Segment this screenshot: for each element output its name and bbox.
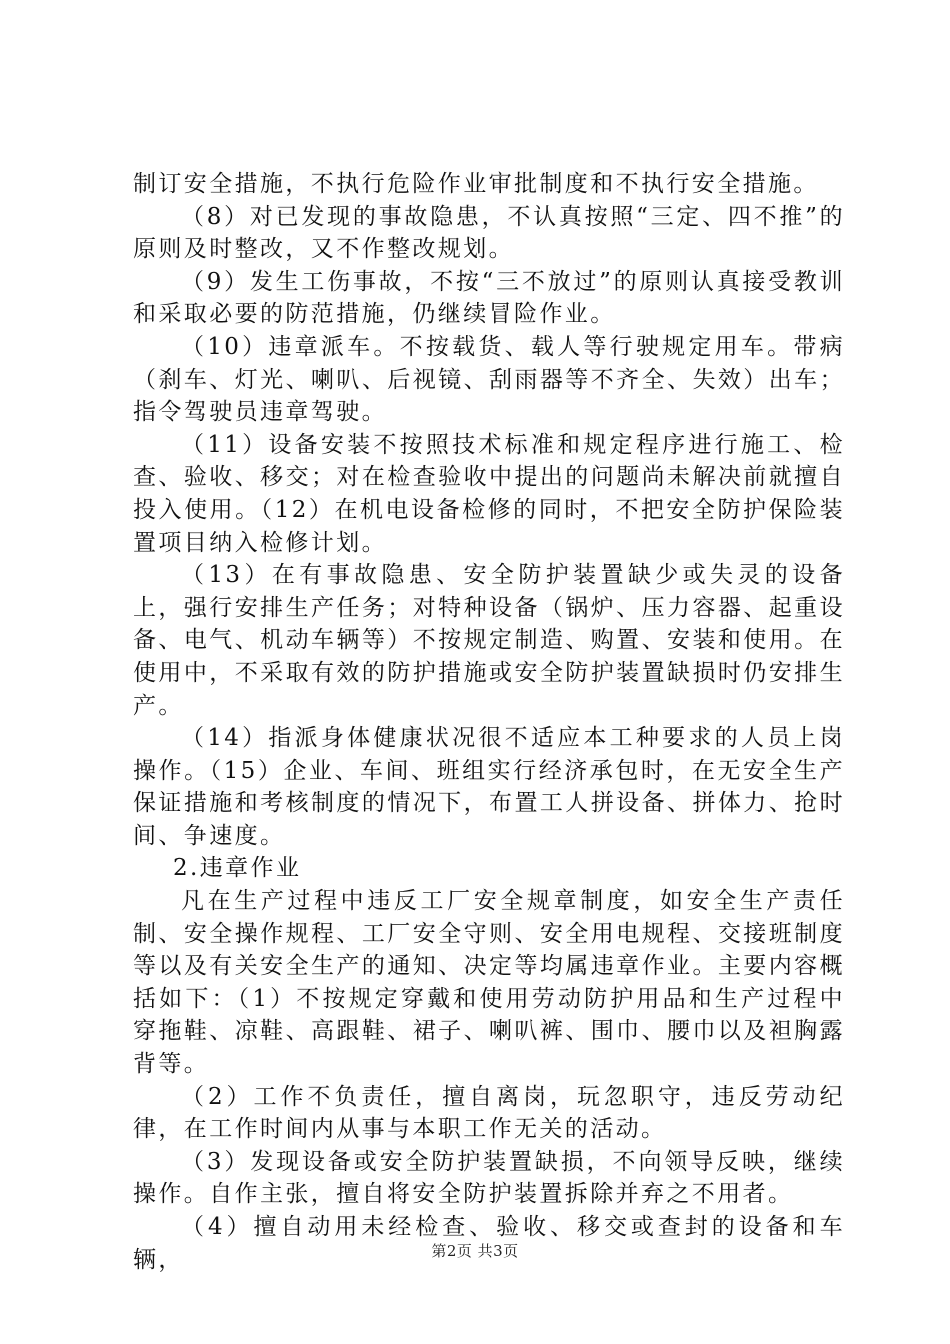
paragraph-item-13: （13）在有事故隐患、安全防护装置缺少或失灵的设备上，强行安排生产任务；对特种设备（锅炉、压力容器、起重设备、电气、机动车辆等）不按规定制造、购置、安装和使用。在使用中，不采取有效的防护措施或安全防护装置缺损时仍安排生产。 — [133, 562, 845, 719]
paragraph-item-9: （9）发生工伤事故，不按“三不放过”的原则认真接受教训和采取必要的防范措施，仍继续冒险作业。 — [133, 268, 845, 328]
paragraph-op-item-3: （3）发现设备或安全防护装置缺损，不向领导反映，继续操作。自作主张，擅自将安全防护装置拆除并弃之不用者。 — [133, 1148, 845, 1208]
paragraph-op-item-4: （4）擅自动用未经检查、验收、移交或查封的设备和车辆， — [133, 1214, 845, 1273]
paragraph-item-8: （8）对已发现的事故隐患，不认真按照“三定、四不推”的原则及时整改，又不作整改规划。 — [133, 203, 845, 263]
page-number-label: 第2页 共3页 — [431, 1242, 519, 1260]
section-heading-violation-operation: 2.违章作业 — [173, 855, 302, 882]
paragraph-section-intro: 凡在生产过程中违反工厂安全规章制度，如安全生产责任制、安全操作规程、工厂安全守则、安全用电规程、交接班制度等以及有关安全生产的通知、决定等均属违章作业。主要内容概括如下：（1）不按规定穿戴和使用劳动防护用品和生产过程中穿拖鞋、凉鞋、高跟鞋、裙子、喇叭裤、围巾、腰巾以及袒胸露背等。 — [133, 888, 845, 1078]
paragraph-item-14-15: （14）指派身体健康状况很不适应本工种要求的人员上岗操作。（15）企业、车间、班组实行经济承包时，在无安全生产保证措施和考核制度的情况下，布置工人拼设备、拼体力、抢时间、争速度。 — [133, 725, 845, 849]
paragraph-op-item-2: （2）工作不负责任，擅自离岗，玩忽职守，违反劳动纪律，在工作时间内从事与本职工作无关的活动。 — [133, 1083, 845, 1143]
page-footer — [0, 1240, 950, 1261]
paragraph-item-11-12: （11）设备安装不按照技术标准和规定程序进行施工、检查、验收、移交；对在检查验收中提出的问题尚未解决前就擅自投入使用。（12）在机电设备检修的同时，不把安全防护保险装置项目纳入检修计划。 — [133, 431, 845, 556]
paragraph-continuation: 制订安全措施，不执行危险作业审批制度和不执行安全措施。 — [133, 171, 819, 197]
paragraph-item-10: （10）违章派车。不按载货、载人等行驶规定用车。带病（刹车、灯光、喇叭、后视镜、刮雨器等不齐全、失效）出车；指令驾驶员违章驾驶。 — [133, 333, 845, 426]
document-body — [133, 168, 845, 1276]
